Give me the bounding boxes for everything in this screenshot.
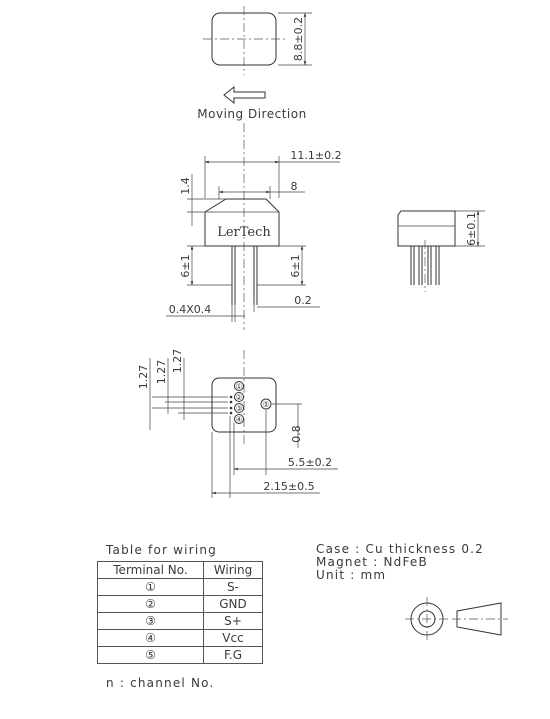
pin-5-label: ⑤ <box>262 400 270 409</box>
wiring-cell: S+ <box>204 613 263 630</box>
front-view <box>166 123 342 330</box>
offset-dimension: 0.8 <box>290 425 303 443</box>
wiring-cell: S- <box>204 579 263 596</box>
pin-3-label: ③ <box>235 404 243 413</box>
pitch-dimension-3: 1.27 <box>171 348 184 374</box>
table-row <box>98 613 263 630</box>
wiring-footnote: n : channel No. <box>106 676 215 690</box>
projection-symbol-icon <box>405 597 508 641</box>
moving-direction-label: Moving Direction <box>197 107 307 121</box>
moving-direction-arrow-icon <box>224 87 265 103</box>
brand-label: LerTech <box>217 225 271 240</box>
wiring-table <box>97 561 263 664</box>
wiring-cell: GND <box>204 596 263 613</box>
note-unit: Unit : mm <box>316 568 387 582</box>
wiring-table-header-row <box>98 562 263 579</box>
pin-1-label: ① <box>235 382 243 391</box>
header-terminal: Terminal No. <box>98 562 204 579</box>
terminal-cell: ② <box>98 596 204 613</box>
terminal-cell: ④ <box>98 630 204 647</box>
edge-dimension: 2.15±0.5 <box>263 480 315 493</box>
material-notes <box>316 543 484 582</box>
side-height-dimension: 6±0.1 <box>465 212 478 246</box>
top-view <box>197 6 312 121</box>
pin-offset-dimension: 0.2 <box>294 294 312 307</box>
table-row <box>98 579 263 596</box>
pitch-dimension-1: 1.27 <box>137 364 150 390</box>
top-width-8-dimension: 8 <box>290 180 298 193</box>
terminal-cell: ⑤ <box>98 647 204 664</box>
side-view <box>398 211 485 292</box>
table-row <box>98 630 263 647</box>
span-dimension: 5.5±0.2 <box>287 456 333 469</box>
total-width-dimension: 11.1±0.2 <box>290 149 342 162</box>
header-wiring: Wiring <box>204 562 263 579</box>
pin-2-label: ② <box>235 393 243 402</box>
wiring-cell: F.G <box>204 647 263 664</box>
pitch-dimension-2: 1.27 <box>155 359 168 385</box>
note-magnet: Magnet : NdFeB <box>316 555 428 569</box>
wiring-table-title: Table for wiring <box>106 543 217 557</box>
pin-length-left-dimension: 6±1 <box>179 254 192 278</box>
terminal-cell: ① <box>98 579 204 596</box>
wiring-cell: Vcc <box>204 630 263 647</box>
pin-size-dimension: 0.4X0.4 <box>168 303 212 316</box>
shoulder-dimension: 1.4 <box>179 177 192 195</box>
bottom-view <box>137 349 338 498</box>
table-row <box>98 647 263 664</box>
pin-4-label: ④ <box>235 415 243 424</box>
table-row <box>98 596 263 613</box>
top-width-dimension: 8.8±0.2 <box>292 16 305 62</box>
side-view-outline <box>398 211 455 246</box>
terminal-cell: ③ <box>98 613 204 630</box>
note-case: Case : Cu thickness 0.2 <box>316 542 485 556</box>
pin-length-right-dimension: 6±1 <box>289 254 302 278</box>
